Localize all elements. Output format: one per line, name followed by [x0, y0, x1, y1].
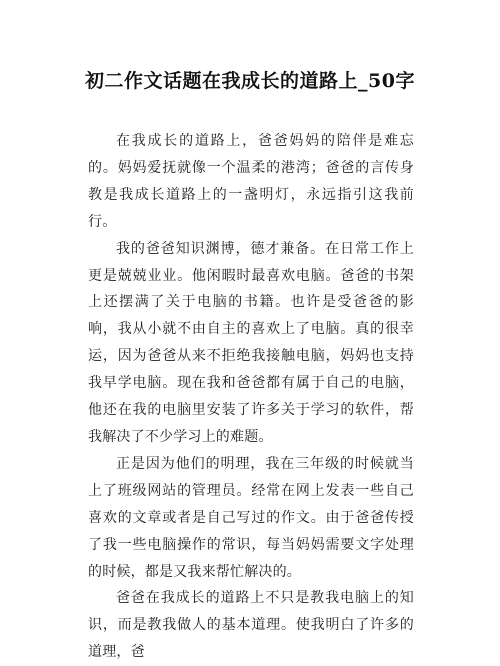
- paragraph-4: 爸爸在我成长的道路上不只是教我电脑上的知识，而是教我做人的基本道理。使我明白了许多的道理，爸: [88, 590, 414, 661]
- document-body: [88, 128, 414, 666]
- document-title: 初二作文话题在我成长的道路上_50字: [85, 70, 415, 92]
- paragraph-2: 我的爸爸知识渊博，德才兼备。在日常工作上更是兢兢业业。他闲暇时最喜欢电脑。爸爸的书架上还摆满了关于电脑的书籍。也许是受爸爸的影响，我从小就不由自主的喜欢上了电脑。真的很幸运，因为爸爸从来不拒绝我接触电脑，妈妈也支持我早学电脑。现在我和爸爸都有属于自己的电脑，他还在我的电脑里安装了许多关于学习的软件，帮我解决了不少学习上的难题。: [88, 240, 414, 445]
- paragraph-3: 正是因为他们的明理，我在三年级的时候就当上了班级网站的管理员。经常在网上发表一些自己喜欢的文章或者是自己写过的作文。由于爸爸传授了我一些电脑操作的常识，每当妈妈需要文字处理的时候，都是又我来帮忙解决的。: [88, 455, 414, 580]
- paragraph-1: 在我成长的道路上，爸爸妈妈的陪伴是难忘的。妈妈爱抚就像一个温柔的港湾；爸爸的言传身教是我成长道路上的一盏明灯，永远指引这我前行。: [88, 133, 414, 230]
